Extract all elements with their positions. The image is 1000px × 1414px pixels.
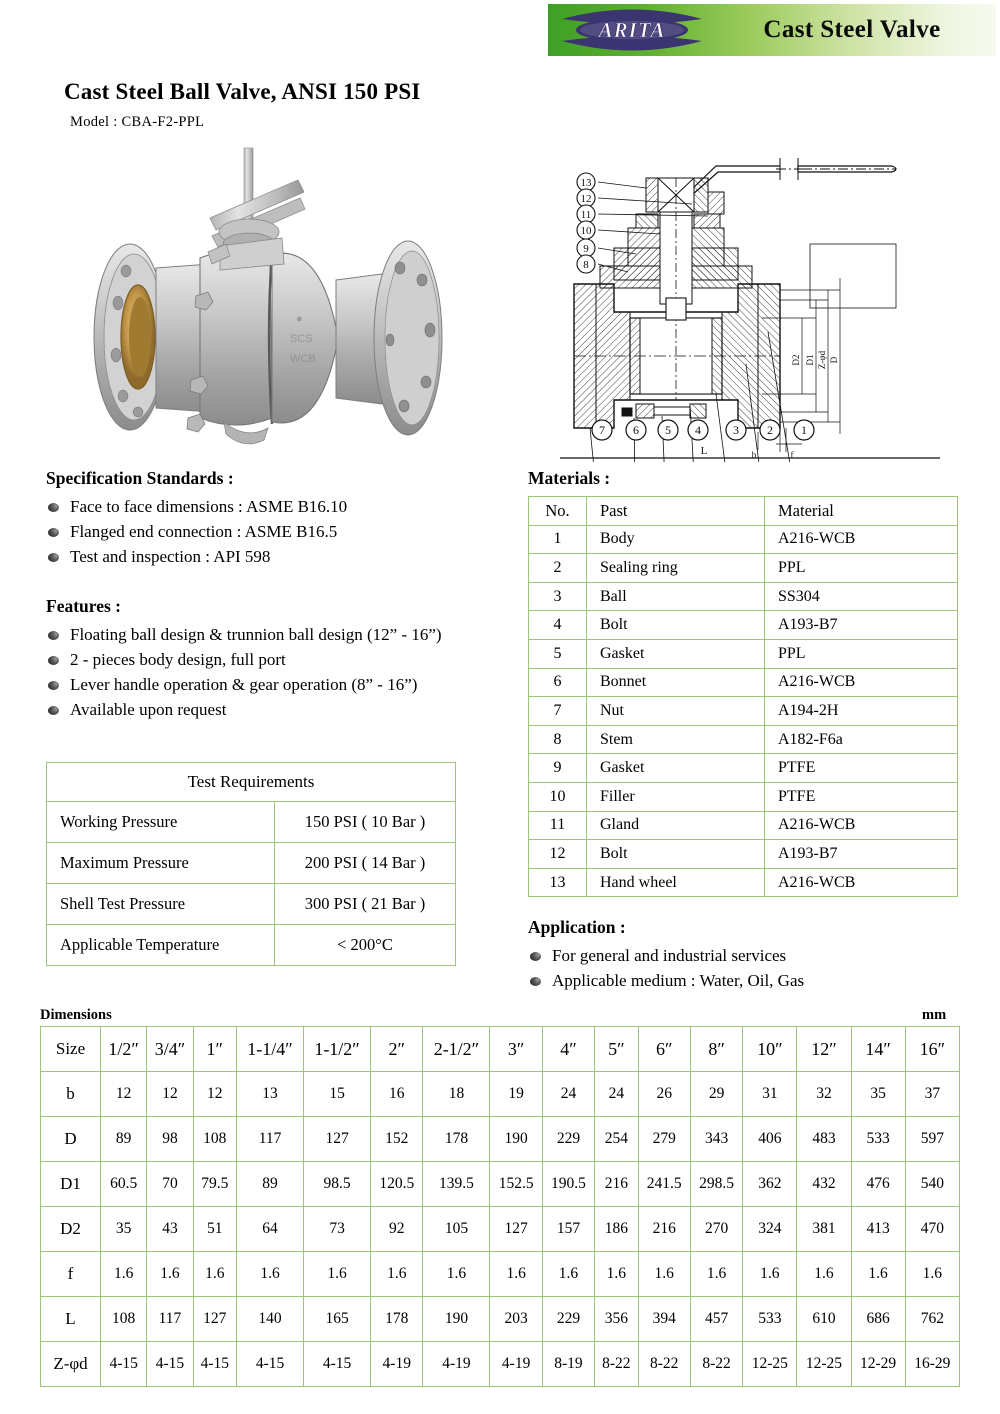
dim-cell: 178: [371, 1297, 423, 1342]
cell-material: PPL: [765, 554, 958, 583]
dim-col-header-10: 5″: [595, 1027, 638, 1072]
dim-cell: 37: [905, 1072, 959, 1117]
dim-cell: 92: [371, 1207, 423, 1252]
arita-logo: [548, 4, 716, 56]
dim-cell: 51: [193, 1207, 236, 1252]
cell-no: 7: [529, 697, 587, 726]
table-row: [529, 811, 958, 840]
test-requirements-title: Test Requirements: [47, 763, 456, 802]
dim-label-z-phi-d: Z-φd: [817, 350, 827, 370]
dim-cell: 117: [237, 1117, 304, 1162]
cell-material: A216-WCB: [765, 811, 958, 840]
table-row: [529, 668, 958, 697]
dim-cell: 32: [797, 1072, 851, 1117]
dim-cell: 356: [595, 1297, 638, 1342]
dim-col-header-9: 4″: [542, 1027, 594, 1072]
table-header-row: [41, 1027, 960, 1072]
dimensions-unit: mm: [922, 1007, 947, 1023]
list-item: [46, 495, 516, 520]
bullet-icon: [48, 631, 59, 640]
dim-row-label: b: [41, 1072, 101, 1117]
cell-part: Bolt: [587, 840, 765, 869]
dim-row-label: D2: [41, 1207, 101, 1252]
table-row: [529, 554, 958, 583]
cell-part: Sealing ring: [587, 554, 765, 583]
dim-col-header-1: 1/2″: [101, 1027, 147, 1072]
dim-cell: 1.6: [304, 1252, 371, 1297]
list-item: [46, 648, 526, 673]
cell-no: 2: [529, 554, 587, 583]
dim-cell: 152.5: [490, 1162, 542, 1207]
dimensions-table-body: [41, 1072, 960, 1387]
svg-text:6: 6: [633, 423, 639, 437]
dim-cell: 1.6: [490, 1252, 542, 1297]
cell-part: Nut: [587, 697, 765, 726]
col-header-material: Material: [765, 497, 958, 526]
dim-cell: 16: [371, 1072, 423, 1117]
dim-col-header-8: 3″: [490, 1027, 542, 1072]
dim-cell: 1.6: [147, 1252, 193, 1297]
svg-text:2: 2: [767, 423, 773, 437]
dim-cell: 190.5: [542, 1162, 594, 1207]
dim-cell: 139.5: [423, 1162, 490, 1207]
table-row: [41, 1207, 960, 1252]
dim-cell: 117: [147, 1297, 193, 1342]
cell-no: 5: [529, 639, 587, 668]
dim-cell: 127: [490, 1207, 542, 1252]
list-item-label: Face to face dimensions : ASME B16.10: [70, 497, 348, 516]
dim-cell: 1.6: [237, 1252, 304, 1297]
dim-cell: 343: [690, 1117, 742, 1162]
dim-cell: 35: [851, 1072, 905, 1117]
dim-cell: 24: [542, 1072, 594, 1117]
dim-cell: 1.6: [193, 1252, 236, 1297]
table-row: [529, 868, 958, 897]
dim-cell: 79.5: [193, 1162, 236, 1207]
list-item: [46, 698, 526, 723]
banner-title: Cast Steel Valve: [763, 16, 941, 43]
features-heading: Features :: [46, 596, 121, 616]
page-header-banner: [548, 4, 996, 56]
dim-cell: 89: [101, 1117, 147, 1162]
table-row: [529, 725, 958, 754]
dim-cell: 413: [851, 1207, 905, 1252]
dim-cell: 362: [743, 1162, 797, 1207]
dim-cell: 140: [237, 1297, 304, 1342]
dim-cell: 35: [101, 1207, 147, 1252]
dim-cell: 4-15: [304, 1342, 371, 1387]
list-item-label: 2 - pieces body design, full port: [70, 649, 286, 669]
cell-material: A216-WCB: [765, 868, 958, 897]
svg-text:●: ●: [296, 313, 303, 325]
dim-cell: 43: [147, 1207, 193, 1252]
dim-cell: 686: [851, 1297, 905, 1342]
cell-part: Gasket: [587, 754, 765, 783]
test-requirements-table: [46, 762, 456, 966]
dim-cell: 241.5: [638, 1162, 690, 1207]
dim-cell: 1.6: [743, 1252, 797, 1297]
features-section: [46, 596, 526, 723]
dim-label-b: b: [751, 450, 757, 460]
table-row: [529, 525, 958, 554]
svg-text:4: 4: [695, 423, 701, 437]
dim-cell: 381: [797, 1207, 851, 1252]
dim-cell: 470: [905, 1207, 959, 1252]
dim-cell: 610: [797, 1297, 851, 1342]
dim-cell: 19: [490, 1072, 542, 1117]
dim-cell: 165: [304, 1297, 371, 1342]
table-row: [529, 639, 958, 668]
cell-part: Gland: [587, 811, 765, 840]
list-item: [46, 520, 516, 545]
dim-cell: 1.6: [690, 1252, 742, 1297]
bullet-icon: [48, 528, 59, 537]
svg-text:1: 1: [801, 423, 807, 437]
dim-cell: 8-22: [690, 1342, 742, 1387]
dim-cell: 73: [304, 1207, 371, 1252]
svg-text:3: 3: [733, 423, 739, 437]
svg-text:10: 10: [580, 225, 592, 237]
dim-label-l: L: [700, 445, 708, 457]
dim-cell: 108: [101, 1297, 147, 1342]
dim-cell: 216: [595, 1162, 638, 1207]
dim-cell: 4-19: [423, 1342, 490, 1387]
dim-cell: 152: [371, 1117, 423, 1162]
dim-cell: 98: [147, 1117, 193, 1162]
cell-part: Ball: [587, 582, 765, 611]
cell-no: 8: [529, 725, 587, 754]
page-title: Cast Steel Ball Valve, ANSI 150 PSI: [64, 79, 421, 104]
dim-cell: 127: [193, 1297, 236, 1342]
model-number: Model : CBA-F2-PPL: [70, 114, 205, 130]
table-header-row: [47, 763, 456, 802]
dim-cell: 24: [595, 1072, 638, 1117]
bullet-icon: [48, 706, 59, 715]
dim-cell: 1.6: [371, 1252, 423, 1297]
list-item-label: Applicable medium : Water, Oil, Gas: [552, 970, 805, 990]
bullet-icon: [530, 952, 541, 961]
dim-cell: 270: [690, 1207, 742, 1252]
dim-cell: 8-19: [542, 1342, 594, 1387]
dim-row-label: f: [41, 1252, 101, 1297]
table-row: [41, 1297, 960, 1342]
dim-cell: 29: [690, 1072, 742, 1117]
dim-cell: 18: [423, 1072, 490, 1117]
table-row: [47, 884, 456, 925]
col-header-no: No.: [529, 497, 587, 526]
dim-cell: 254: [595, 1117, 638, 1162]
dim-cell: 406: [743, 1117, 797, 1162]
dim-cell: 298.5: [690, 1162, 742, 1207]
dim-cell: 16-29: [905, 1342, 959, 1387]
cell-label: Maximum Pressure: [47, 843, 275, 884]
svg-text:13: 13: [580, 177, 592, 189]
table-row: [41, 1117, 960, 1162]
dim-cell: 157: [542, 1207, 594, 1252]
dim-cell: 762: [905, 1297, 959, 1342]
dim-cell: 190: [490, 1117, 542, 1162]
materials-table-body: [529, 525, 958, 897]
table-row: [529, 840, 958, 869]
dim-cell: 4-15: [147, 1342, 193, 1387]
cell-material: A193-B7: [765, 611, 958, 640]
col-header-part: Past: [587, 497, 765, 526]
table-row: [529, 754, 958, 783]
table-row: [529, 782, 958, 811]
cell-no: 12: [529, 840, 587, 869]
list-item-label: Flanged end connection : ASME B16.5: [70, 521, 338, 541]
table-row: [47, 925, 456, 966]
dim-label-f: f: [790, 450, 794, 460]
dim-col-header-4: 1-1/4″: [237, 1027, 304, 1072]
dim-cell: 1.6: [101, 1252, 147, 1297]
cell-part: Filler: [587, 782, 765, 811]
svg-text:5: 5: [665, 423, 671, 437]
specification-standards-heading: Specification Standards :: [46, 468, 234, 488]
cell-material: PPL: [765, 639, 958, 668]
specification-standards-list: [46, 495, 516, 570]
dim-col-header-14: 12″: [797, 1027, 851, 1072]
dim-cell: 190: [423, 1297, 490, 1342]
dim-col-header-size: Size: [41, 1027, 101, 1072]
cell-label: Applicable Temperature: [47, 925, 275, 966]
svg-text:9: 9: [583, 243, 589, 255]
bullet-icon: [48, 656, 59, 665]
table-row: [41, 1342, 960, 1387]
list-item: [46, 623, 526, 648]
svg-text:12: 12: [580, 193, 592, 205]
features-list: [46, 623, 526, 723]
dim-cell: 1.6: [423, 1252, 490, 1297]
dim-row-label: L: [41, 1297, 101, 1342]
table-row: [529, 697, 958, 726]
dim-label-d1: D1: [805, 354, 815, 366]
test-requirements-body: [47, 802, 456, 966]
dimensions-label: Dimensions: [40, 1007, 112, 1023]
cell-no: 11: [529, 811, 587, 840]
bullet-icon: [530, 977, 541, 986]
dim-cell: 4-15: [193, 1342, 236, 1387]
cell-material: A216-WCB: [765, 525, 958, 554]
svg-text:8: 8: [583, 259, 589, 271]
table-row: [47, 843, 456, 884]
bullet-icon: [48, 553, 59, 562]
cell-value: 200 PSI ( 14 Bar ): [275, 843, 456, 884]
materials-table: [528, 496, 958, 897]
dim-cell: 4-15: [101, 1342, 147, 1387]
dim-label-d2: D2: [791, 354, 801, 366]
list-item-label: For general and industrial services: [552, 946, 787, 965]
dim-cell: 394: [638, 1297, 690, 1342]
dim-cell: 178: [423, 1117, 490, 1162]
cell-part: Body: [587, 525, 765, 554]
cell-material: A182-F6a: [765, 725, 958, 754]
dim-cell: 1.6: [797, 1252, 851, 1297]
dim-cell: 8-22: [638, 1342, 690, 1387]
dim-cell: 60.5: [101, 1162, 147, 1207]
materials-heading: Materials :: [528, 468, 611, 488]
dim-cell: 279: [638, 1117, 690, 1162]
dim-cell: 127: [304, 1117, 371, 1162]
list-item-label: Available upon request: [70, 699, 227, 719]
table-row: [529, 611, 958, 640]
dim-col-header-13: 10″: [743, 1027, 797, 1072]
dim-cell: 1.6: [851, 1252, 905, 1297]
cell-material: PTFE: [765, 754, 958, 783]
dim-cell: 1.6: [595, 1252, 638, 1297]
dim-cell: 483: [797, 1117, 851, 1162]
dim-cell: 12: [147, 1072, 193, 1117]
dim-row-label: D1: [41, 1162, 101, 1207]
dim-cell: 105: [423, 1207, 490, 1252]
dim-col-header-16: 16″: [905, 1027, 959, 1072]
dim-cell: 533: [743, 1297, 797, 1342]
cell-material: PTFE: [765, 782, 958, 811]
dim-cell: 12-25: [797, 1342, 851, 1387]
dim-col-header-11: 6″: [638, 1027, 690, 1072]
dim-cell: 4-15: [237, 1342, 304, 1387]
cell-material: A216-WCB: [765, 668, 958, 697]
dim-cell: 70: [147, 1162, 193, 1207]
dim-col-header-5: 1-1/2″: [304, 1027, 371, 1072]
cell-part: Stem: [587, 725, 765, 754]
dim-cell: 457: [690, 1297, 742, 1342]
dimensions-table: [40, 1026, 960, 1387]
dim-cell: 31: [743, 1072, 797, 1117]
cell-part: Gasket: [587, 639, 765, 668]
cell-material: A193-B7: [765, 840, 958, 869]
svg-text:7: 7: [599, 423, 605, 437]
bullet-icon: [48, 503, 59, 512]
dim-label-d: D: [829, 356, 839, 364]
list-item: [46, 545, 516, 570]
cell-value: < 200°C: [275, 925, 456, 966]
cell-material: A194-2H: [765, 697, 958, 726]
cell-material: SS304: [765, 582, 958, 611]
application-heading: Application :: [528, 917, 626, 937]
dim-cell: 476: [851, 1162, 905, 1207]
dim-cell: 216: [638, 1207, 690, 1252]
dim-cell: 98.5: [304, 1162, 371, 1207]
list-item-label: Floating ball design & trunnion ball design (12” - 16”): [70, 625, 442, 644]
product-photo: [60, 140, 480, 460]
cell-no: 4: [529, 611, 587, 640]
dim-col-header-12: 8″: [690, 1027, 742, 1072]
cell-no: 1: [529, 525, 587, 554]
dim-col-header-2: 3/4″: [147, 1027, 193, 1072]
table-row: [529, 582, 958, 611]
cell-value: 150 PSI ( 10 Bar ): [275, 802, 456, 843]
cell-no: 9: [529, 754, 587, 783]
dim-row-label: D: [41, 1117, 101, 1162]
dim-cell: 12: [193, 1072, 236, 1117]
cell-no: 3: [529, 582, 587, 611]
cell-label: Shell Test Pressure: [47, 884, 275, 925]
list-item: [528, 944, 958, 969]
test-requirements-section: [46, 762, 456, 966]
dim-row-label: Z-φd: [41, 1342, 101, 1387]
dim-cell: 26: [638, 1072, 690, 1117]
dim-cell: 229: [542, 1117, 594, 1162]
dim-cell: 13: [237, 1072, 304, 1117]
list-item-label: Test and inspection : API 598: [70, 546, 271, 566]
dim-col-header-15: 14″: [851, 1027, 905, 1072]
cell-no: 10: [529, 782, 587, 811]
dim-col-header-7: 2-1/2″: [423, 1027, 490, 1072]
cell-no: 13: [529, 868, 587, 897]
table-row: [41, 1072, 960, 1117]
dim-col-header-3: 1″: [193, 1027, 236, 1072]
dim-cell: 186: [595, 1207, 638, 1252]
dim-cell: 1.6: [638, 1252, 690, 1297]
dim-cell: 12-25: [743, 1342, 797, 1387]
dim-cell: 8-22: [595, 1342, 638, 1387]
list-item: [528, 969, 958, 994]
dim-cell: 12-29: [851, 1342, 905, 1387]
cell-part: Hand wheel: [587, 868, 765, 897]
dim-cell: 120.5: [371, 1162, 423, 1207]
dim-cell: 89: [237, 1162, 304, 1207]
specification-standards-section: [46, 468, 516, 570]
table-row: [41, 1252, 960, 1297]
dim-cell: 64: [237, 1207, 304, 1252]
dim-cell: 15: [304, 1072, 371, 1117]
list-item: [46, 673, 526, 698]
materials-section: [528, 468, 958, 897]
dim-cell: 203: [490, 1297, 542, 1342]
cell-label: Working Pressure: [47, 802, 275, 843]
dim-cell: 1.6: [905, 1252, 959, 1297]
bullet-icon: [48, 681, 59, 690]
table-row: [47, 802, 456, 843]
dim-col-header-6: 2″: [371, 1027, 423, 1072]
cross-section-drawing: [540, 132, 960, 462]
dim-cell: 12: [101, 1072, 147, 1117]
application-section: [528, 917, 958, 994]
list-item-label: Lever handle operation & gear operation (8” - 16”): [70, 674, 418, 694]
dim-cell: 533: [851, 1117, 905, 1162]
application-list: [528, 944, 958, 994]
dim-cell: 1.6: [542, 1252, 594, 1297]
cell-value: 300 PSI ( 21 Bar ): [275, 884, 456, 925]
dim-cell: 108: [193, 1117, 236, 1162]
arita-logo-text: ARITA: [598, 17, 666, 42]
cell-part: Bolt: [587, 611, 765, 640]
table-header-row: [529, 497, 958, 526]
dim-cell: 4-19: [371, 1342, 423, 1387]
dim-cell: 432: [797, 1162, 851, 1207]
dim-cell: 540: [905, 1162, 959, 1207]
cell-no: 6: [529, 668, 587, 697]
dim-cell: 324: [743, 1207, 797, 1252]
table-row: [41, 1162, 960, 1207]
svg-text:11: 11: [580, 209, 592, 221]
dim-cell: 4-19: [490, 1342, 542, 1387]
svg-text:SCS: SCS: [290, 333, 313, 345]
svg-text:WCB: WCB: [290, 353, 316, 365]
dim-cell: 597: [905, 1117, 959, 1162]
cell-part: Bonnet: [587, 668, 765, 697]
dim-cell: 229: [542, 1297, 594, 1342]
